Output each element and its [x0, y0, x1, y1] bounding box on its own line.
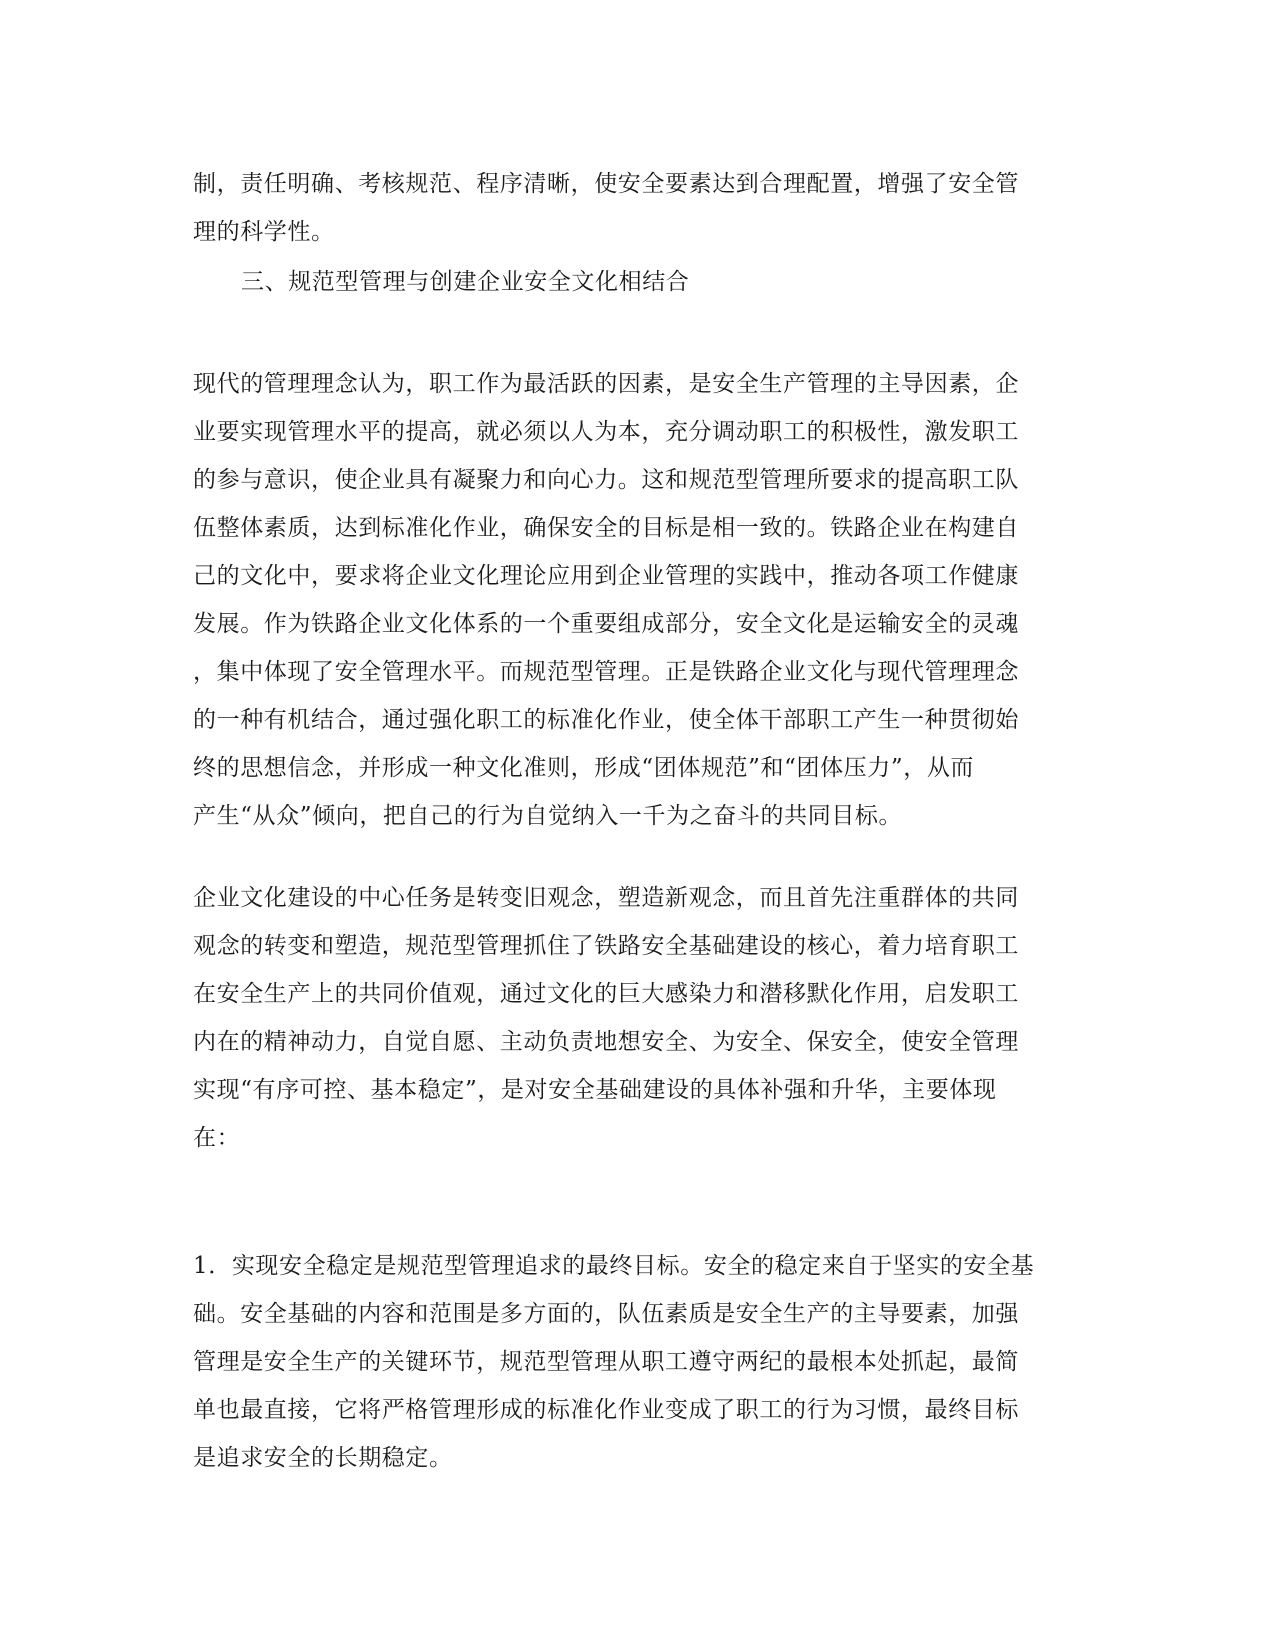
text-line: 企业文化建设的中心任务是转变旧观念，塑造新观念，而且首先注重群体的共同 [193, 885, 1019, 911]
section-heading-text: 三、规范型管理与创建企业安全文化相结合 [241, 269, 690, 295]
text-line: 1．实现安全稳定是规范型管理追求的最终目标。安全的稳定来自于坚实的安全基 [193, 1253, 1035, 1279]
point-1-paragraph [193, 1242, 1073, 1482]
text-line: 产生“从众”倾向，把自己的行为自觉纳入一千为之奋斗的共同目标。 [193, 803, 903, 829]
modern-management-paragraph [193, 360, 1073, 840]
text-line: 内在的精神动力，自觉自愿、主动负责地想安全、为安全、保安全，使安全管理 [193, 1029, 1019, 1055]
text-line: 在： [193, 1125, 241, 1151]
text-line: 单也最直接，它将严格管理形成的标准化作业变成了职工的行为习惯，最终目标 [193, 1397, 1019, 1423]
continuation-paragraph [193, 160, 1073, 256]
text-line: 的参与意识，使企业具有凝聚力和向心力。这和规范型管理所要求的提高职工队 [193, 467, 1019, 493]
text-line: 是追求安全的长期稳定。 [193, 1445, 453, 1471]
text-line: 终的思想信念，并形成一种文化准则，形成“团体规范”和“团体压力”，从而 [193, 755, 975, 781]
text-line: 础。安全基础的内容和范围是多方面的，队伍素质是安全生产的主导要素，加强 [193, 1301, 1019, 1327]
text-line: 现代的管理理念认为，职工作为最活跃的因素，是安全生产管理的主导因素，企 [193, 371, 1019, 397]
text-line: 观念的转变和塑造，规范型管理抓住了铁路安全基础建设的核心，着力培育职工 [193, 933, 1019, 959]
text-line: 管理是安全生产的关键环节，规范型管理从职工遵守两纪的最根本处抓起，最简 [193, 1349, 1019, 1375]
text-line: 实现“有序可控、基本稳定”，是对安全基础建设的具体补强和升华，主要体现 [193, 1077, 997, 1103]
text-line: 己的文化中，要求将企业文化理论应用到企业管理的实践中，推动各项工作健康 [193, 563, 1019, 589]
text-line: 的一种有机结合，通过强化职工的标准化作业，使全体干部职工产生一种贯彻始 [193, 707, 1019, 733]
text-line: 理的科学性。 [193, 219, 335, 245]
text-line: 业要实现管理水平的提高，就必须以人为本，充分调动职工的积极性，激发职工 [193, 419, 1019, 445]
text-line: 伍整体素质，达到标准化作业，确保安全的目标是相一致的。铁路企业在构建自 [193, 515, 1019, 541]
text-line: 在安全生产上的共同价值观，通过文化的巨大感染力和潜移默化作用，启发职工 [193, 981, 1019, 1007]
text-line: ，集中体现了安全管理水平。而规范型管理。正是铁路企业文化与现代管理理念 [193, 659, 1019, 685]
text-line: 制，责任明确、考核规范、程序清晰，使安全要素达到合理配置，增强了安全管 [193, 171, 1019, 197]
culture-building-paragraph [193, 874, 1073, 1162]
section-heading [241, 258, 1121, 306]
text-line: 发展。作为铁路企业文化体系的一个重要组成部分，安全文化是运输安全的灵魂 [193, 611, 1019, 637]
